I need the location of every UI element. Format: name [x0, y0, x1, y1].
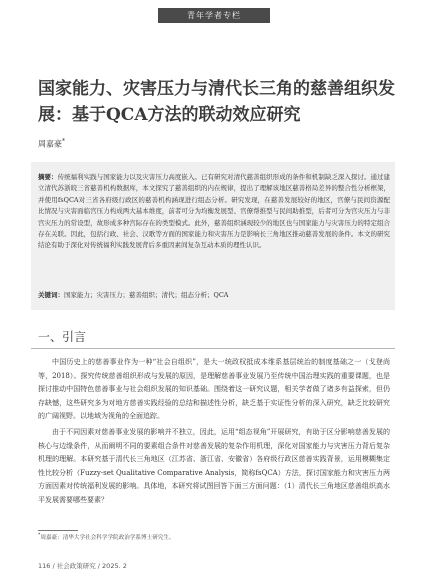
author-line [38, 138, 65, 150]
page-footer: 116 / 社会政策研究 / 2025. 2 [38, 562, 127, 570]
keywords [38, 290, 390, 299]
author-name: 周嘉豪 [38, 139, 62, 149]
section-divider [31, 348, 395, 349]
footnote [38, 533, 390, 541]
abstract [38, 172, 390, 252]
keywords-label: 关键词： [38, 291, 64, 299]
body-paragraph: 中国历史上的慈善事业作为一种“社会自组织”，是大一统政权抵成本维系基层统治的制度基础之一（戈登尚等，2018）。探究传统慈善组织形成与发展的原因，是理解慈善事业发展乃至传统中国治理实践的重要课题，也是探讨推动中国特色慈善事业与社会组织发展的知识基础。围绕着这一研究议题，相关学者做了诸多有益探索，但仍存缺憾，这些研究多为对地方慈善实践经验的总结和描述性分析，缺乏基于实证性分析的深入研究，缺乏比较研究的广阔视野。以地域为视角的全面追踪。 [38, 358, 390, 421]
section-heading-introduction: 一、引言 [38, 330, 87, 344]
footnote-text: 周嘉豪：清华大学社会科学学院政治学系博士研究生。 [40, 535, 175, 541]
body-paragraph: 由于不同因素对慈善事业发展的影响并不独立，因此，运用“组态视角”开展研究，有助于区分影响慈善发展的核心与边缘条件，从而阐明不同的要素组合条件对慈善发展的复杂作用机理，深化对国家能力与灾害压力背后复杂机理的理解。本研究基于清代长三角地区（江苏省、浙江省、安徽省）各府级行政区慈善实践背景，运用模糊集定性比较分析（Fuzzy-set Qualitative Comparative Analysis，简称fsQCA）方法，探讨国家能力和灾害压力两方面因素对传统福利发展的影响。具体地，本研究将试图回答下面三方面问题：（1）清代长三角地区慈善组织高水平发展需要哪些要素？ [38, 428, 390, 504]
footnote-divider [38, 530, 78, 531]
keywords-text: 国家能力；灾害压力；慈善组织；清代；组态分析；QCA [64, 291, 229, 299]
abstract-text: 传统福利实践与国家能力以及灾害压力高度嵌入。已有研究对清代慈善组织形成的条件和机制缺乏深入探讨。通过建立清代苏浙皖三省慈善机构数据库，本文探究了慈善组织的内在规律，提出了理解该地区慈善格局差异的整合性分析框架，并使用fsQCA对三省各府级行政区的慈善机构涵现进行组态分析。研究发现，在慈善发展较好的地区，官僚与民间资源配比情况与灾害面临宫压力构成两大基本维度，前者可分为均衡发展型、官僚帮推型与民间助推型，后者可分为宫灾压力与非宫灾压力的常设型，故形成多种宫际存在的类型模式。此外，慈善组织涵现较少的地区也与国家能力与灾害压力的特定组合存在关联。因此，包括行政、社会、汉歌等方面的国家能力和灾害压力是影响长三角地区推动慈善发展的条件。本文的研究结论有助于深化对传统福利实践发展背后多重因素间复杂互动本质的理性认识。 [38, 173, 391, 250]
footnote-mark: * [38, 533, 41, 539]
author-footnote-mark: * [62, 138, 65, 145]
article-title: 国家能力、灾害压力与清代长三角的慈善组织发展：基于QCA方法的联动效应研究 [38, 79, 395, 125]
abstract-label: 摘要： [38, 173, 58, 181]
column-banner: 青年学者专栏 [158, 8, 270, 23]
